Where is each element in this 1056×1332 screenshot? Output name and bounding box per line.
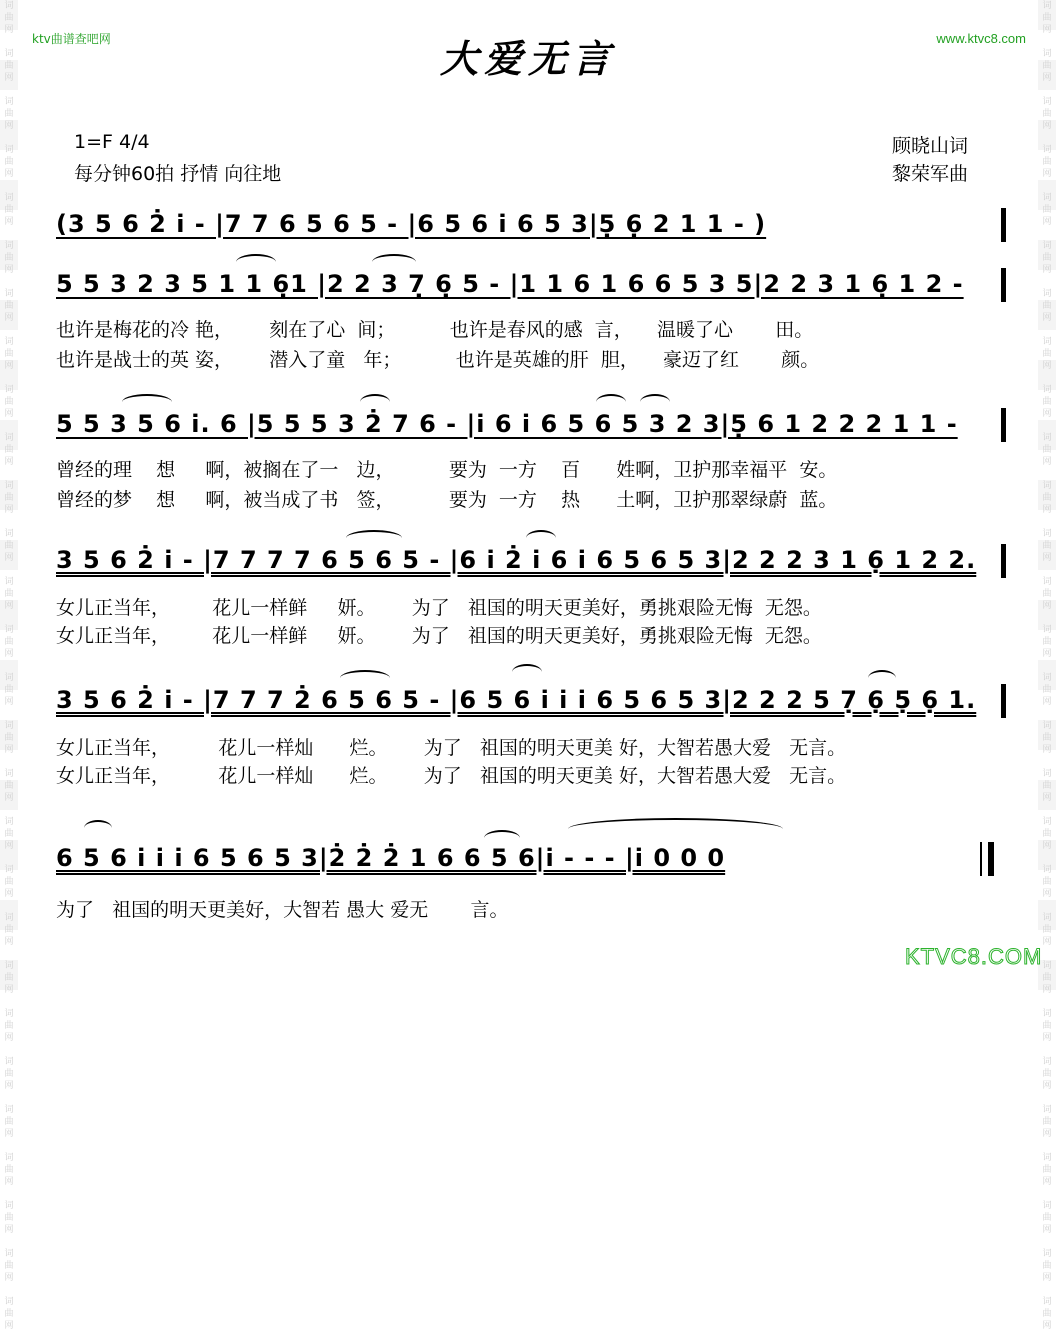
bar-line bbox=[1001, 544, 1006, 578]
tempo-mood: 每分钟60拍 抒情 向往地 bbox=[74, 163, 282, 185]
site-watermark-right: www.ktvc8.com bbox=[936, 31, 1026, 46]
right-watermark-strip: 词 曲 网 词 曲 网 词 曲 网 词 曲 网 词 曲 网 词 曲 网 词 曲 网 词 曲 网 词 曲 网 词 曲 网 词 曲 网 词 曲 网 词 曲 网 词 曲 网 词 曲 网 词 曲 网 词 曲 网 词 曲 网 词 曲 网 词 曲 网 词 曲 网 词 曲 网 词 曲 网 词 曲 网 词 曲 网 词 曲 网 词 曲 网 词 曲 网 bbox=[1038, 0, 1056, 995]
lyric-line: 女儿正当年， 花儿一样鲜 妍。 为了 祖国的明天更美好，勇挑艰险无悔 无怨。 bbox=[56, 625, 822, 647]
key-time-signature: 1=F 4/4 bbox=[74, 131, 150, 153]
site-watermark-left: ktv曲谱查吧网 bbox=[32, 32, 111, 46]
lyric-line: 为了 祖国的明天更美好，大智若 愚大 爱无 言。 bbox=[56, 899, 509, 921]
staff-line-verse-2 bbox=[56, 404, 1006, 444]
bar-line bbox=[1001, 268, 1006, 302]
lyric-line: 女儿正当年， 花儿一样灿 烂。 为了 祖国的明天更美 好，大智若愚大爱 无言。 bbox=[56, 765, 847, 787]
bar-line bbox=[1001, 408, 1006, 442]
notation-text: 5 5 3 5 6 i̇. 6 |5 5 5 3 2̇ 7 6 - |i̇ 6 i̇ 6 5 6 5 3 2 3|5̣ 6 1 2 2 2 1 1 - bbox=[56, 410, 958, 438]
bar-line bbox=[1001, 208, 1006, 242]
notation-text: 3 5 6 2̇ i̇ - |7 7 7 2̇ 6 5 6 5 - |6 5 6 i̇ i̇ i̇ 6 5 6 5 3|2 2 2 5 7̣ 6̣ 5̣ 6̣ 1. bbox=[56, 686, 977, 714]
lyric-line: 也许是梅花的冷 艳， 刻在了心 间； 也许是春风的感 言， 温暖了心 田。 bbox=[56, 319, 814, 341]
lyric-line: 曾经的理 想 啊，被搁在了一 边， 要为 一方 百 姓啊，卫护那幸福平 安。 bbox=[56, 459, 838, 481]
ktv-logo: KTVC8.COM bbox=[905, 944, 1043, 969]
lyric-line: 女儿正当年， 花儿一样鲜 妍。 为了 祖国的明天更美好，勇挑艰险无悔 无怨。 bbox=[56, 597, 822, 619]
staff-line-intro bbox=[56, 204, 1006, 244]
staff-line-verse-1 bbox=[56, 264, 1006, 304]
lyric-line: 曾经的梦 想 啊，被当成了书 签， 要为 一方 热 土啊，卫护那翠绿蔚 蓝。 bbox=[56, 489, 838, 511]
notation-text: 6 5 6 i̇ i̇ i̇ 6 5 6 5 3|2̇ 2̇ 2̇ 1 6 6 5 6|i̇ - - - |i̇ 0 0 0 bbox=[56, 844, 726, 872]
composer: 黎荣军曲 bbox=[892, 163, 969, 185]
song-title: 大爱无言 bbox=[439, 36, 616, 81]
staff-line-ending bbox=[56, 838, 1006, 878]
notation-text: (3 5 6 2̇ i̇ - |7 7 6 5 6 5 - |6 5 6 i̇ 6 5 3|5̣ 6̣ 2 1 1 - ) bbox=[56, 210, 767, 238]
final-thin-bar bbox=[980, 842, 982, 876]
notation-text: 3 5 6 2̇ i̇ - |7 7 7 7 6 5 6 5 - |6 i̇ 2̇ i̇ 6 i̇ 6 5 6 5 3|2 2 2 3 1 6̣ 1 2 2. bbox=[56, 546, 977, 574]
repeat-bar bbox=[1001, 684, 1006, 718]
slur bbox=[84, 820, 112, 836]
final-thick-bar bbox=[988, 842, 994, 876]
left-watermark-strip: 词 曲 网 词 曲 网 词 曲 网 词 曲 网 词 曲 网 词 曲 网 词 曲 网 词 曲 网 词 曲 网 词 曲 网 词 曲 网 词 曲 网 词 曲 网 词 曲 网 词 曲 网 词 曲 网 词 曲 网 词 曲 网 词 曲 网 词 曲 网 词 曲 网 词 曲 网 词 曲 网 词 曲 网 词 曲 网 词 曲 网 词 曲 网 词 曲 网 bbox=[0, 0, 18, 995]
staff-line-chorus-2 bbox=[56, 680, 1006, 720]
slur bbox=[512, 664, 542, 680]
lyric-line: 女儿正当年， 花儿一样灿 烂。 为了 祖国的明天更美 好，大智若愚大爱 无言。 bbox=[56, 737, 847, 759]
lyricist: 顾晓山词 bbox=[892, 135, 969, 157]
lyric-line: 也许是战士的英 姿， 潜入了童 年； 也许是英雄的肝 胆， 豪迈了红 颜。 bbox=[56, 349, 820, 371]
tie-slur bbox=[568, 818, 783, 840]
staff-line-chorus-1 bbox=[56, 540, 1006, 580]
notation-text: 5 5 3 2 3 5 1 1 6̣1 |2 2 3 7̣ 6̣ 5 - |1 1 6 1 6 6 5 3 5|2 2 3 1 6̣ 1 2 - bbox=[56, 270, 964, 298]
